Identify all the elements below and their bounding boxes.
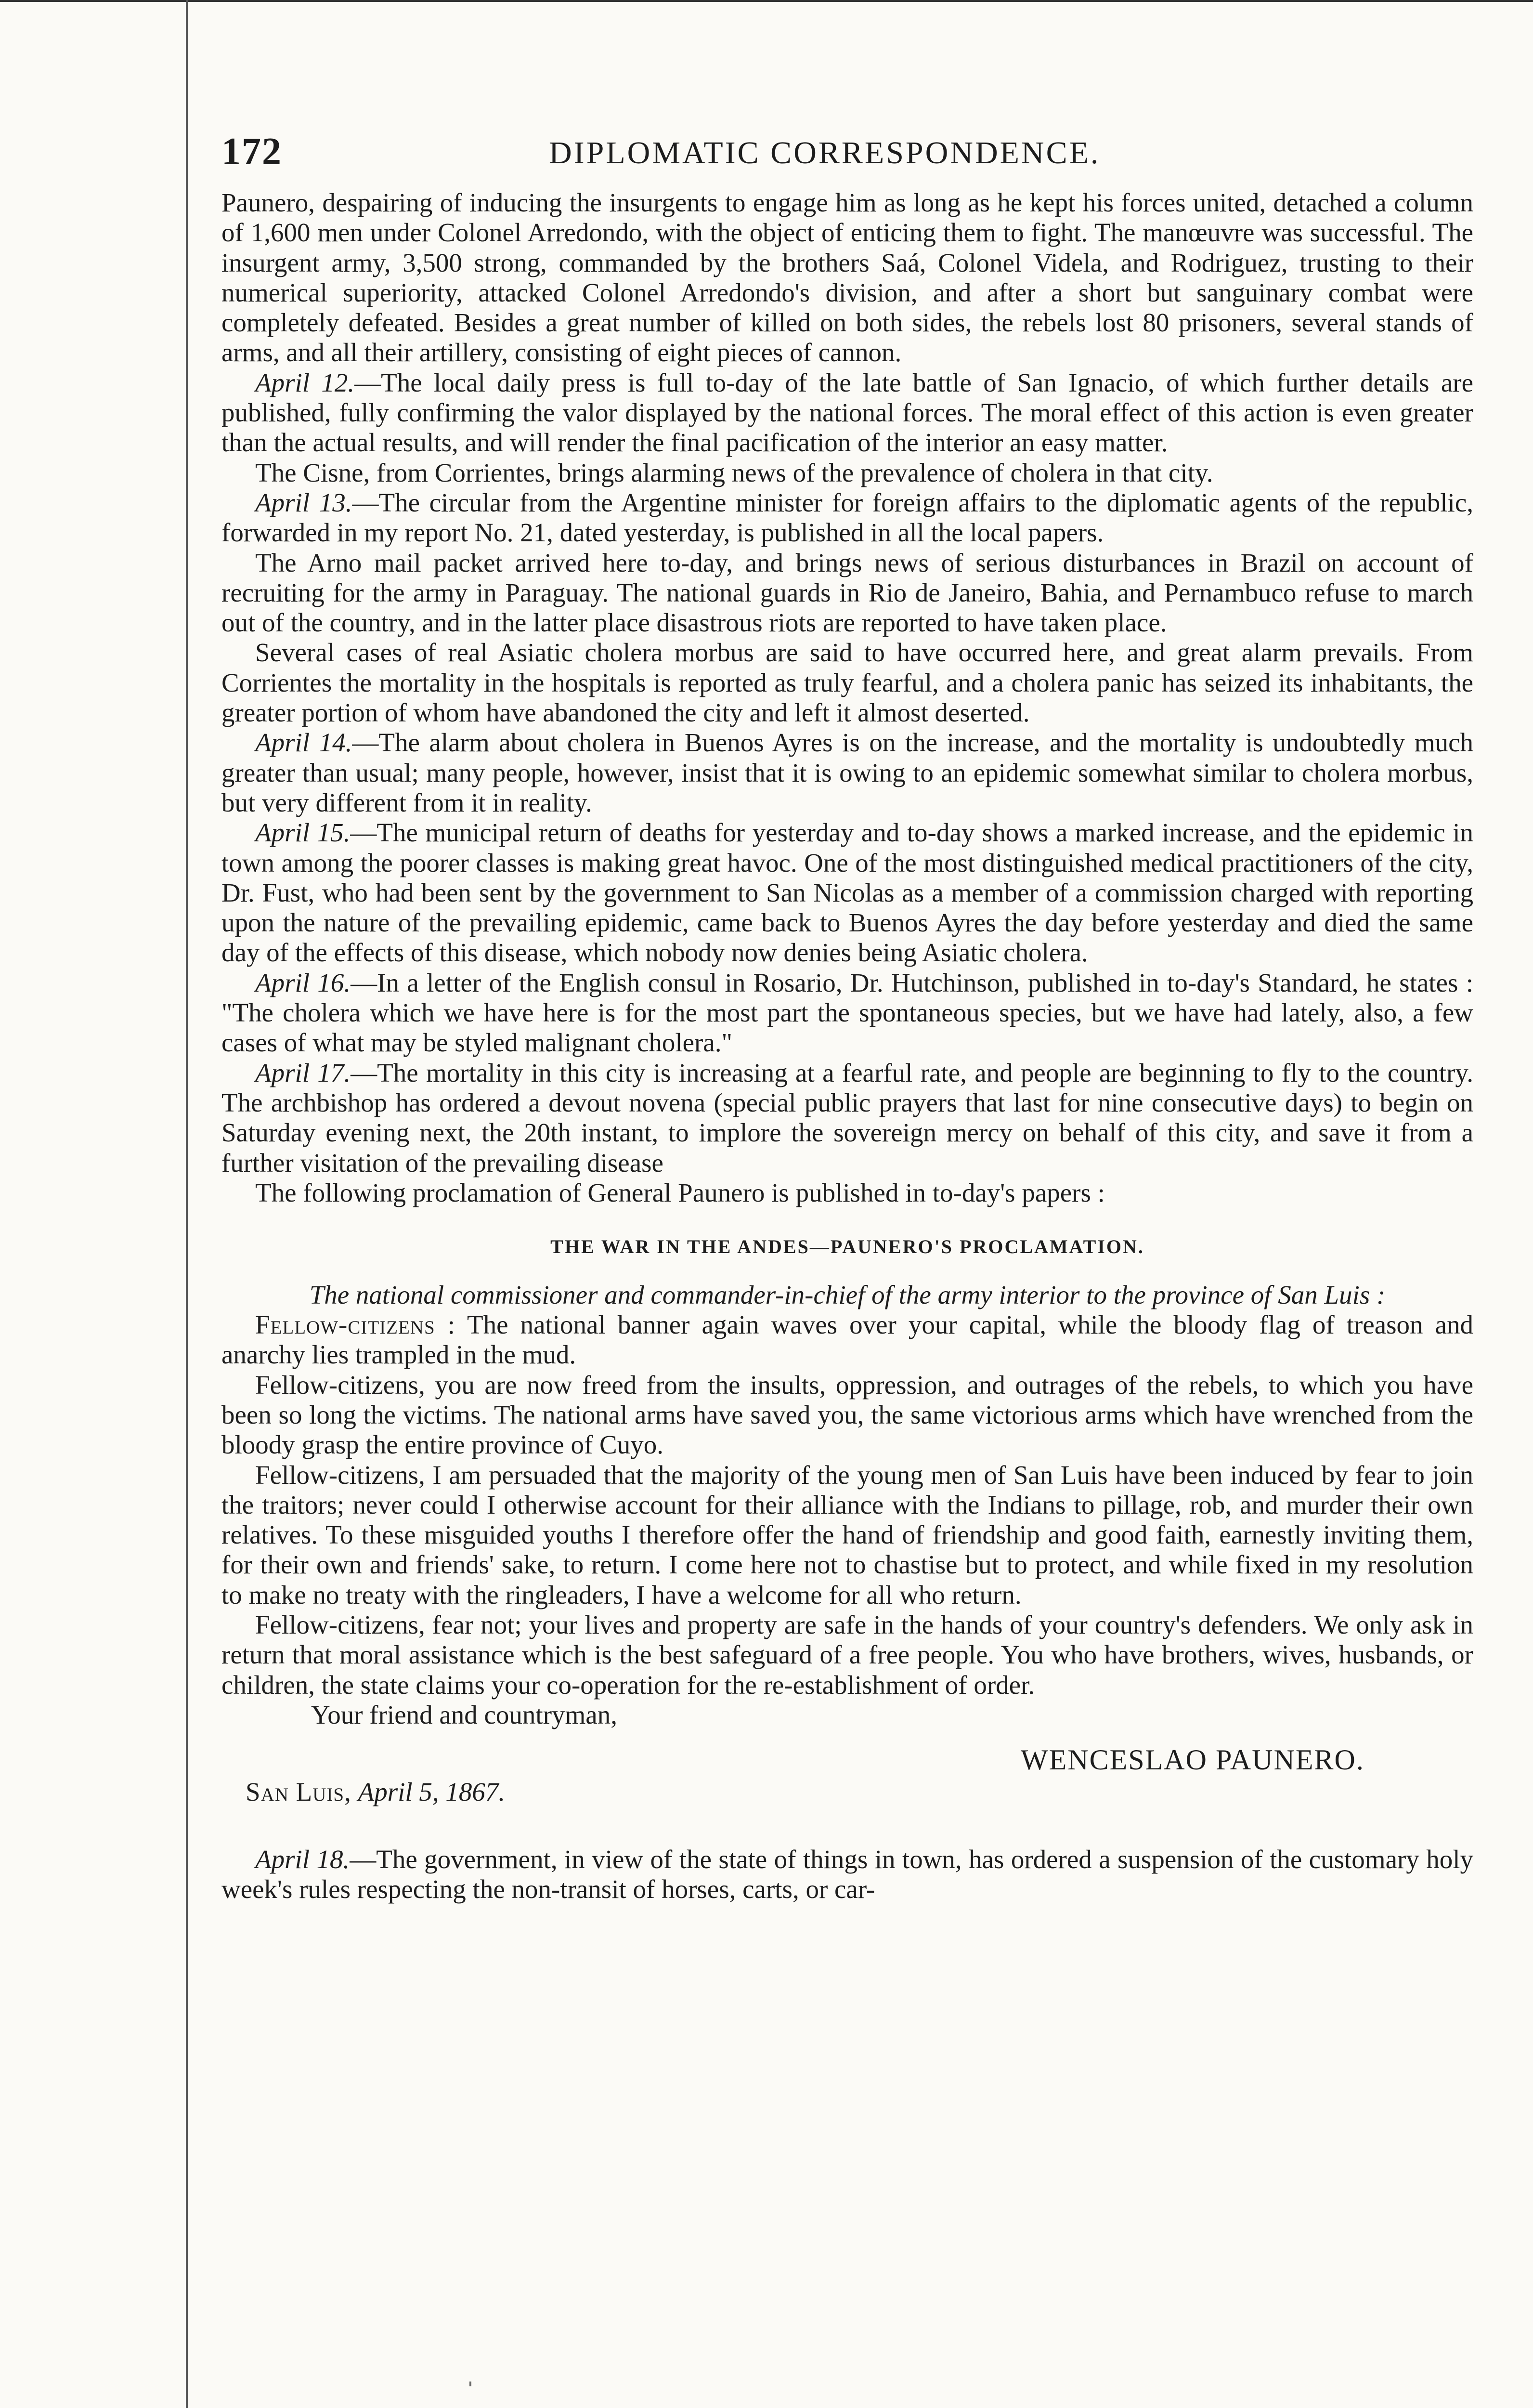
proclamation-paragraph: Fellow-citizens, fear not; your lives and property are safe in the hands of your country's defenders. We only ask in return that moral assistance which is the best safeguard of a free people. You who have brothers, wives, husbands, or children, the state claims your co-operation for the re-establishment of order.	[221, 1610, 1473, 1700]
date-lead: April 13.	[255, 487, 352, 517]
date-lead: April 15.	[255, 818, 351, 848]
binding-margin-line	[186, 0, 188, 2408]
date-lead: April 12.	[255, 367, 355, 397]
spacer	[221, 1816, 1473, 1845]
date: April 5, 1867.	[358, 1777, 506, 1806]
running-head: DIPLOMATIC CORRESPONDENCE.	[549, 135, 1101, 170]
page-mark	[469, 2382, 471, 2386]
proclamation-body	[221, 1310, 1473, 1700]
proclamation-paragraph: Fellow-citizens, you are now freed from the insults, oppression, and outrages of the rebels, to which you have been so long the victims. The national arms have saved you, the same victorious arms which have wrenched from the bloody grasp the entire province of Cuyo.	[221, 1370, 1473, 1460]
proclamation-heading: THE WAR IN THE ANDES—PAUNERO'S PROCLAMATION.	[550, 1236, 1144, 1258]
proclamation-paragraph: Fellow-citizens, I am persuaded that the majority of the young men of San Luis have been induced by fear to join the traitors; never could I otherwise account for their alliance with the Indians to pillage, rob, and murder their own relatives. To these misguided youths I therefore offer the hand of friendship and good faith, earnestly inviting them, for their own and friends' sake, to return. I come here not to chastise but to protect, and while fixed in my resolution to make no treaty with the ringleaders, I have a welcome for all who return.	[221, 1460, 1473, 1610]
date-lead: April 17.	[255, 1058, 351, 1087]
dated-paragraph: April 16.—In a letter of the English consul in Rosario, Dr. Hutchinson, published in to-day's Standard, he states : "The cholera which we have here is for the most part the spontaneous species, but we have had lately, also, a few cases of what may be styled malignant cholera."	[221, 968, 1473, 1058]
dated-paragraph: April 17.—The mortality in this city is increasing at a fearful rate, and people are beginning to fly to the country. The archbishop has ordered a devout novena (special public prayers that last for nine consecutive days) to begin on Saturday evening next, the 20th instant, to implore the sovereign mercy on behalf of this city, and save it from a further visitation of the prevailing disease	[221, 1058, 1474, 1178]
dated-paragraph: April 12.—The local daily press is full to-day of the late battle of San Ignacio, of which further details are published, fully confirming the valor displayed by the national forces. The moral effect of this action is even greater than the actual results, and will render the final pacification of the interior an easy matter.	[221, 367, 1473, 458]
salutation: Fellow-citizens :	[255, 1310, 455, 1340]
place-date	[246, 1777, 505, 1807]
body-text-bottom	[221, 1845, 1473, 1905]
closing-line: Your friend and countryman,	[311, 1700, 617, 1729]
date-lead: April 14.	[255, 728, 352, 758]
body-text	[221, 188, 1473, 1208]
proclamation-address: The national commissioner and commander-in-chief of the army interior to the province of San Luis :	[309, 1280, 1386, 1310]
place: San Luis,	[246, 1777, 351, 1806]
page	[221, 130, 1473, 1905]
signature: WENCESLAO PAUNERO.	[1021, 1743, 1364, 1776]
proclamation-paragraph: Fellow-citizens : The national banner again waves over your capital, while the bloody flag of treason and anarchy lies trampled in the mud.	[221, 1310, 1473, 1370]
paragraph: The Cisne, from Corrientes, brings alarming news of the prevalence of cholera in that city.	[255, 458, 1213, 487]
date-lead: April 18.	[255, 1844, 350, 1874]
paragraph: Several cases of real Asiatic cholera morbus are said to have occurred here, and great alarm prevails. From Corrientes the mortality in the hospitals is reported as truly fearful, and a cholera panic has seized its inhabitants, the greater portion of whom have abandoned the city and left it almost deserted.	[221, 638, 1473, 728]
dated-paragraph: April 14.—The alarm about cholera in Buenos Ayres is on the increase, and the mortality is undoubtedly much greater than usual; many people, however, insist that it is owing to an epidemic somewhat similar to cholera morbus, but very different from it in reality.	[221, 728, 1473, 817]
date-lead: April 16.	[255, 968, 351, 997]
dated-paragraph: April 15.—The municipal return of deaths for yesterday and to-day shows a marked increase, and the epidemic in town among the poorer classes is making great havoc. One of the most distinguished medical practitioners of the city, Dr. Fust, who had been sent by the government to San Nicolas as a member of a commission charged with reporting upon the nature of the prevailing epidemic, came back to Buenos Ayres the day before yesterday and died the same day of the effects of this disease, which nobody now denies being Asiatic cholera.	[221, 818, 1474, 968]
dated-paragraph: April 13.—The circular from the Argentine minister for foreign affairs to the diplomatic agents of the republic, forwarded in my report No. 21, dated yesterday, is published in all the local papers.	[221, 487, 1474, 548]
paragraph: The following proclamation of General Paunero is published in to-day's papers :	[255, 1178, 1105, 1207]
page-header	[221, 130, 1473, 188]
dated-paragraph: April 18.—The government, in view of the state of things in town, has ordered a suspension of the customary holy week's rules respecting the non-transit of horses, carts, or car-	[221, 1844, 1473, 1904]
proclamation-closing	[221, 1700, 1473, 1816]
paragraph: The Arno mail packet arrived here to-day, and brings news of serious disturbances in Brazil on account of recruiting for the army in Paraguay. The national guards in Rio de Janeiro, Bahia, and Pernambuco refuse to march out of the country, and in the latter place disastrous riots are reported to have taken place.	[221, 548, 1473, 638]
page-number: 172	[221, 131, 282, 173]
top-rule	[0, 0, 1533, 2]
paragraph: Paunero, despairing of inducing the insurgents to engage him as long as he kept his forces united, detached a column of 1,600 men under Colonel Arredondo, with the object of enticing them to fight. The manœuvre was successful. The insurgent army, 3,500 strong, commanded by the brothers Saá, Colonel Videla, and Rodriguez, trusting to their numerical superiority, attacked Colonel Arredondo's division, and after a short but sanguinary combat were completely defeated. Besides a great number of killed on both sides, the rebels lost 80 prisoners, several stands of arms, and all their artillery, consisting of eight pieces of cannon.	[221, 188, 1473, 367]
